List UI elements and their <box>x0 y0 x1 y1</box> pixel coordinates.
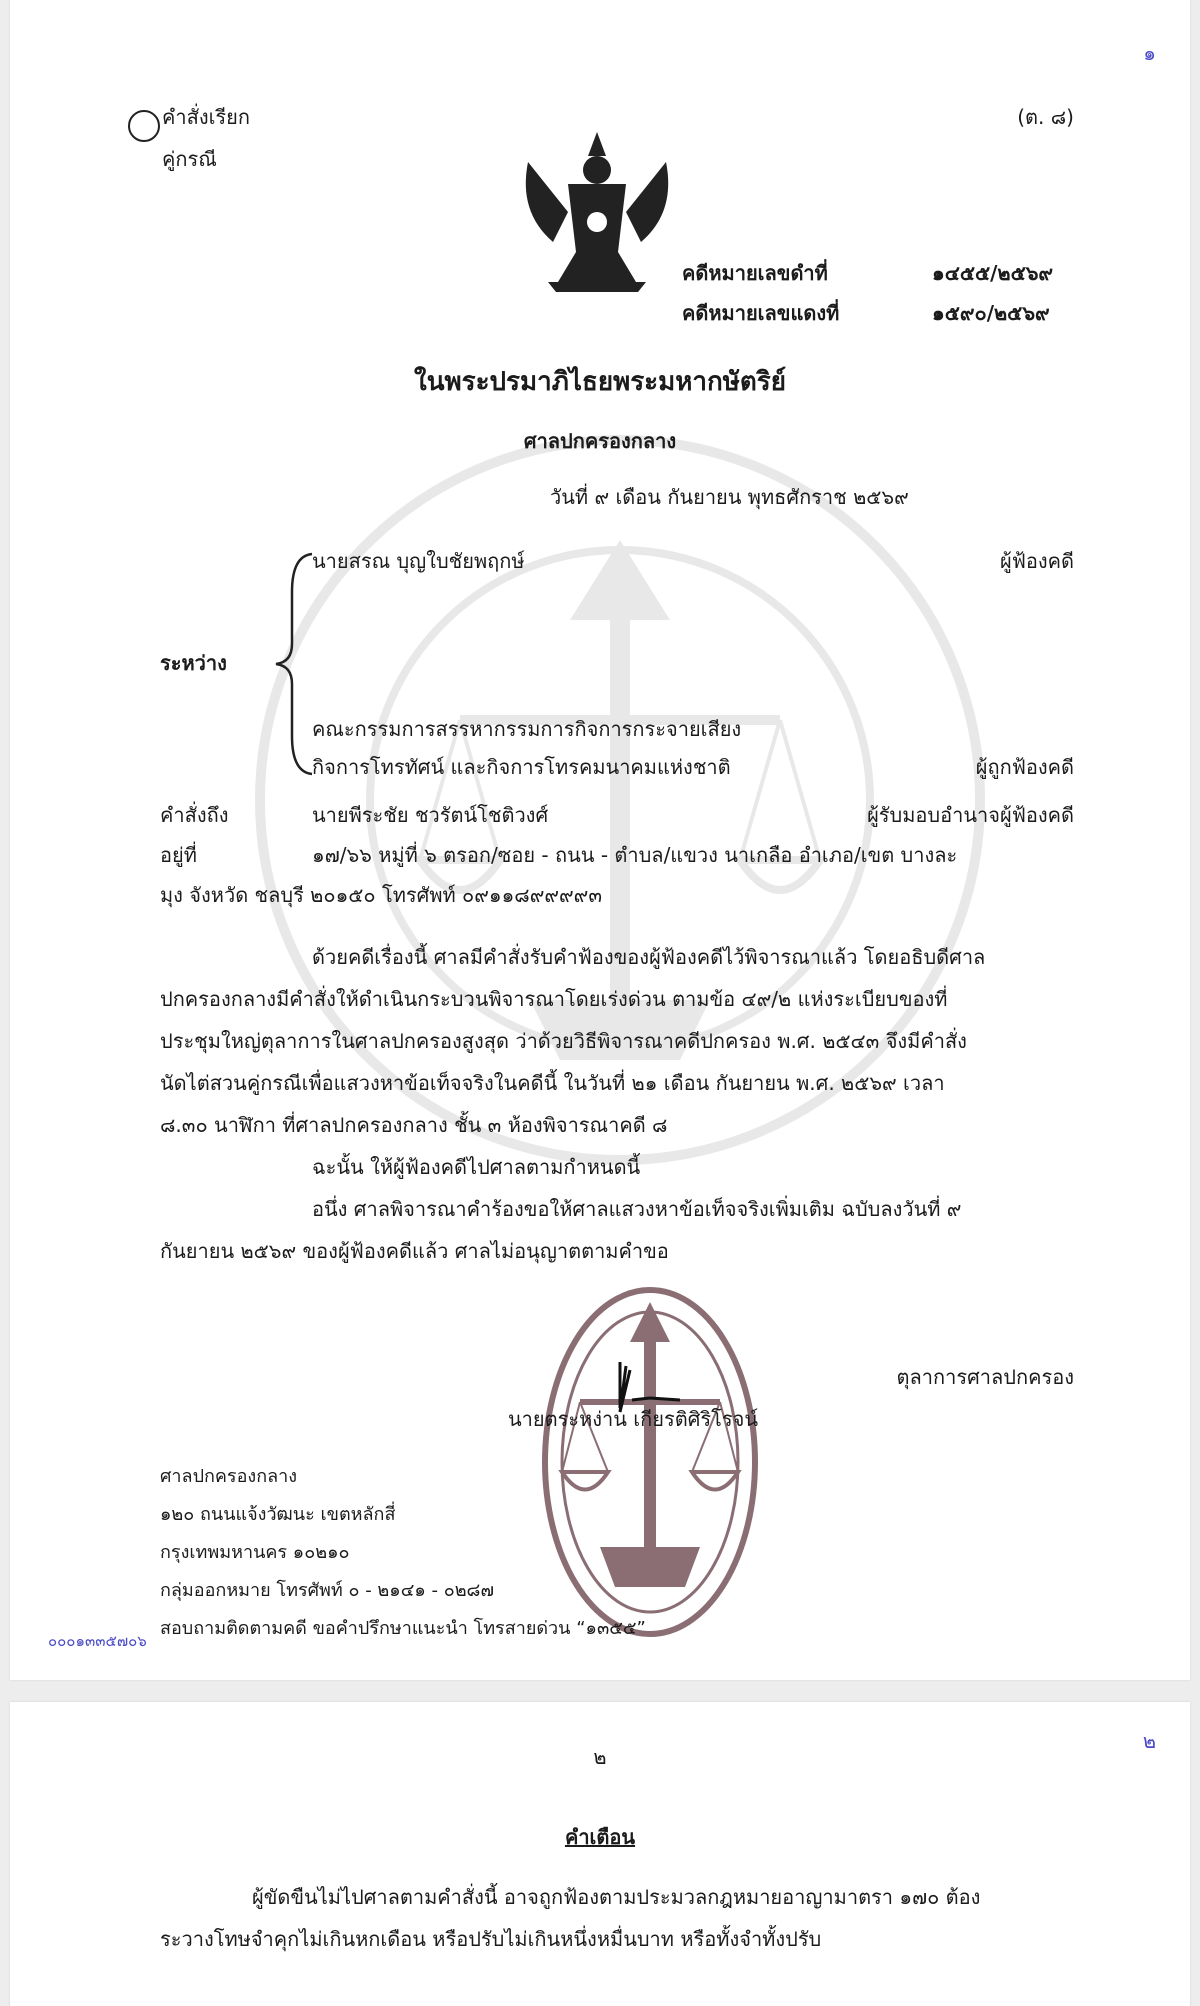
defendant-line-2: กิจการโทรทัศน์ และกิจการโทรคมนาคมแห่งชาติ <box>312 755 731 779</box>
defendant-line-1: คณะกรรมการสรรหากรรมการกิจการกระจายเสียง <box>312 717 742 741</box>
page-number: ๑ <box>1143 41 1156 65</box>
garuda-emblem-icon <box>508 122 686 294</box>
court-watermark-icon <box>240 420 1000 1180</box>
invocation-heading: ในพระปรมาภิไธยพระมหากษัตริย์ <box>414 367 786 397</box>
court-seal-stamp-icon <box>540 1282 760 1642</box>
note-line-1: อนึ่ง ศาลพิจารณาคำร้องขอให้ศาลแสวงหาข้อเท็จจริงเพิ่มเติม ฉบับลงวันที่ ๙ <box>312 1197 962 1221</box>
note-line-2: กันยายน ๒๕๖๙ ของผู้ฟ้องคดีแล้ว ศาลไม่อนุญาตตามคำขอ <box>160 1239 669 1263</box>
red-case-number: ๑๕๙๐/๒๕๖๙ <box>932 301 1050 325</box>
defendant-role: ผู้ถูกฟ้องคดี <box>975 755 1074 779</box>
date-line: วันที่ ๙ เดือน กันยายน พุทธศักราช ๒๕๖๙ <box>550 485 909 509</box>
document-page-1 <box>10 0 1190 1680</box>
footer-line: ศาลปกครองกลาง <box>160 1466 298 1487</box>
footer-line: กรุงเทพมหานคร ๑๐๒๑๐ <box>160 1542 350 1563</box>
warning-line-1: ผู้ขัดขืนไม่ไปศาลตามคำสั่งนี้ อาจถูกฟ้องตามประมวลกฎหมายอาญามาตรา ๑๗๐ ต้อง <box>252 1885 981 1909</box>
order-to-label: คำสั่งถึง <box>160 803 229 827</box>
order-to-role: ผู้รับมอบอำนาจผู้ฟ้องคดี <box>867 803 1074 827</box>
judge-title: ตุลาการศาลปกครอง <box>896 1365 1074 1389</box>
document-page-2 <box>10 1702 1190 2006</box>
page-corner-number: ๒ <box>1142 1729 1156 1753</box>
therefore-line: ฉะนั้น ให้ผู้ฟ้องคดีไปศาลตามกำหนดนี้ <box>312 1155 641 1179</box>
body-line: นัดไต่สวนคู่กรณีเพื่อแสวงหาข้อเท็จจริงในคดีนี้ ในวันที่ ๒๑ เดือน กันยายน พ.ศ. ๒๕๖๙ เวลา <box>160 1071 945 1095</box>
summons-target: คู่กรณี <box>162 147 217 171</box>
page-center-number: ๒ <box>593 1745 607 1769</box>
court-name: ศาลปกครองกลาง <box>523 429 677 453</box>
body-line: ประชุมใหญ่ตุลาการในศาลปกครองสูงสุด ว่าด้วยวิธีพิจารณาคดีปกครอง พ.ศ. ๒๕๔๓ จึงมีคำสั่ง <box>160 1029 967 1053</box>
between-label: ระหว่าง <box>160 651 227 675</box>
footer-line: กลุ่มออกหมาย โทรศัพท์ ๐ - ๒๑๔๑ - ๐๒๘๗ <box>160 1580 494 1601</box>
body-line: ด้วยคดีเรื่องนี้ ศาลมีคำสั่งรับคำฟ้องของผู้ฟ้องคดีไว้พิจารณาแล้ว โดยอธิบดีศาล <box>312 945 986 969</box>
address-line-1: ๑๗/๖๖ หมู่ที่ ๖ ตรอก/ซอย - ถนน - ตำบล/แขวง นาเกลือ อำเภอ/เขต บางละ <box>312 843 958 867</box>
selection-circle-icon <box>128 110 160 142</box>
footer-line: ๑๒๐ ถนนแจ้งวัฒนะ เขตหลักสี่ <box>160 1504 396 1525</box>
summons-type: คำสั่งเรียก <box>162 105 250 129</box>
address-label: อยู่ที่ <box>160 843 197 867</box>
form-code: (ต. ๘) <box>1017 105 1074 129</box>
plaintiff-name: นายสรณ บุญใบชัยพฤกษ์ <box>312 549 525 573</box>
document-serial: ๐๐๐๑๓๓๕๗๐๖ <box>48 1632 147 1650</box>
body-line: ๘.๓๐ นาฬิกา ที่ศาลปกครองกลาง ชั้น ๓ ห้องพิจารณาคดี ๘ <box>160 1113 668 1137</box>
address-line-2: มุง จังหวัด ชลบุรี ๒๐๑๕๐ โทรศัพท์ ๐๙๑๑๘๙๙๙๙๓ <box>160 883 602 907</box>
warning-title: คำเตือน <box>564 1825 636 1849</box>
warning-line-2: ระวางโทษจำคุกไม่เกินหกเดือน หรือปรับไม่เกินหนึ่งหมื่นบาท หรือทั้งจำทั้งปรับ <box>160 1927 822 1951</box>
footer-line: สอบถามติดตามคดี ขอคำปรึกษาแนะนำ โทรสายด่วน “๑๓๕๕” <box>160 1618 646 1639</box>
red-case-label: คดีหมายเลขแดงที่ <box>682 301 840 325</box>
black-case-number: ๑๔๕๕/๒๕๖๙ <box>932 261 1054 285</box>
black-case-label: คดีหมายเลขดำที่ <box>682 261 828 285</box>
body-line: ปกครองกลางมีคำสั่งให้ดำเนินกระบวนพิจารณาโดยเร่งด่วน ตามข้อ ๔๙/๒ แห่งระเบียบของที่ <box>160 987 948 1011</box>
judge-name: นายตระหง่าน เกียรติศิริโรจน์ <box>508 1407 759 1431</box>
brace-icon <box>272 552 316 776</box>
plaintiff-role: ผู้ฟ้องคดี <box>999 549 1074 573</box>
order-to-name: นายพีระชัย ชวรัตน์โชติวงศ์ <box>312 803 549 827</box>
